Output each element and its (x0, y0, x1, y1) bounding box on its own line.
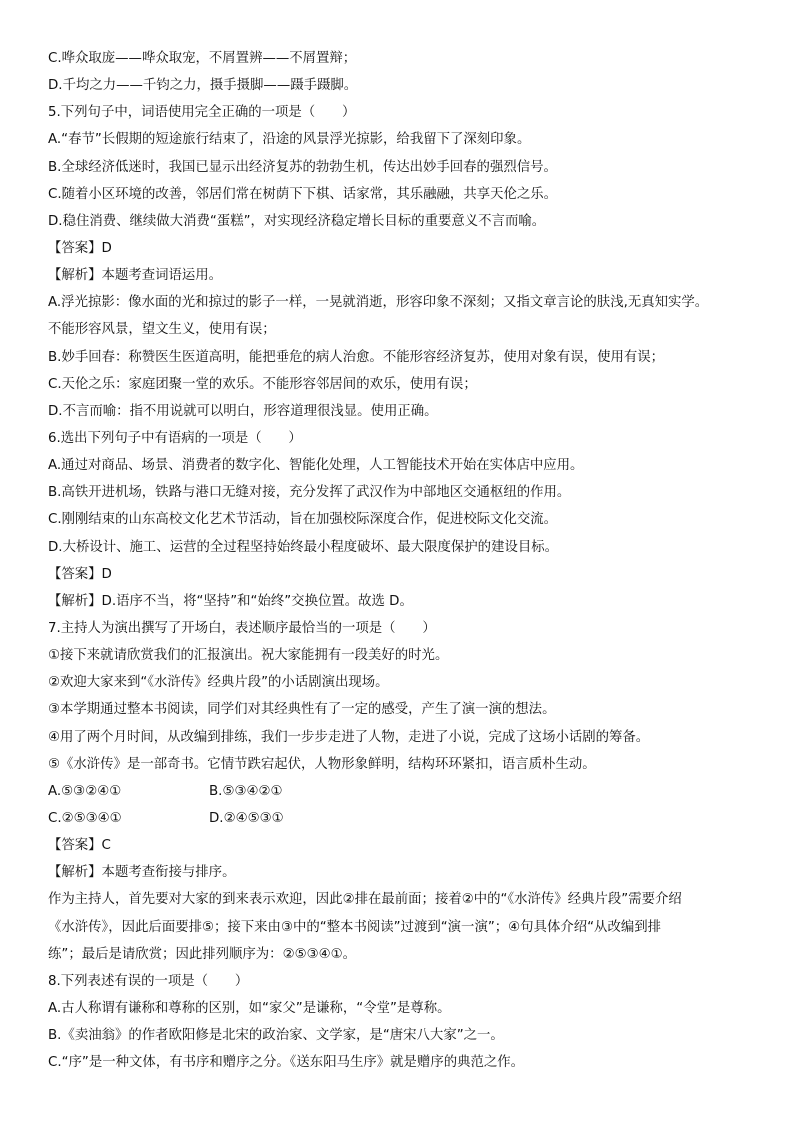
q7-option-d: D.②④⑤③① (209, 810, 284, 826)
q6-option-c: C.刚刚结束的山东高校文化艺术节活动，旨在加强校际深度合作，促进校际文化交流。 (48, 512, 558, 528)
q8-option-a: A.古人称谓有谦称和尊称的区别，如“家父”是谦称，“令堂”是尊称。 (48, 1000, 451, 1016)
q5-option-a: A.“春节”长假期的短途旅行结束了，沿途的风景浮光掠影，给我留下了深刻印象。 (48, 132, 531, 148)
q6-stem: 6.选出下列句子中有语病的一项是（ ） (48, 430, 302, 446)
q5-analysis-a-cont: 不能形容风景，望文生义，使用有误； (48, 322, 276, 338)
q7-options-row-1 (48, 778, 758, 805)
q7-sentence-4: ④用了两个月时间，从改编到排练，我们一步步走进了人物，走进了小说，完成了这场小话剧的筹备。 (48, 729, 650, 745)
q5-answer: 【答案】D (48, 240, 112, 256)
q7-answer: 【答案】C (48, 838, 111, 854)
q8-option-c: C.“序”是一种文体，有书序和赠序之分。《送东阳马生序》就是赠序的典范之作。 (48, 1055, 525, 1071)
q6-option-a: A.通过对商品、场景、消费者的数字化、智能化处理，人工智能技术开始在实体店中应用。 (48, 458, 584, 474)
q7-sentence-3: ③本学期通过整本书阅读，同学们对其经典性有了一定的感受，产生了演一演的想法。 (48, 702, 556, 718)
q7-stem: 7.主持人为演出撰写了开场白，表述顺序最恰当的一项是（ ） (48, 620, 436, 636)
q5-option-c: C.随着小区环境的改善，邻居们常在树荫下下棋、话家常，其乐融融，共享天伦之乐。 (48, 186, 558, 202)
q7-options-row-2 (48, 805, 758, 832)
q5-option-b: B.全球经济低迷时，我国已显示出经济复苏的勃勃生机，传达出妙手回春的强烈信号。 (48, 159, 557, 175)
q5-analysis-b: B.妙手回春：称赞医生医道高明，能把垂危的病人治愈。不能形容经济复苏，使用对象有误，使用有误； (48, 349, 665, 365)
q8-option-b: B.《卖油翁》的作者欧阳修是北宋的政治家、文学家，是“唐宋八大家”之一。 (48, 1028, 504, 1044)
q7-analysis-3: 练”；最后是请欣赏；因此排列顺序为：②⑤③④①。 (48, 946, 356, 962)
q7-analysis-title: 【解析】本题考查衔接与排序。 (48, 865, 236, 881)
q5-option-d: D.稳住消费、继续做大消费“蛋糕”，对实现经济稳定增长目标的重要意义不言而喻。 (48, 213, 546, 229)
q7-sentence-5: ⑤《水浒传》是一部奇书。它情节跌宕起伏，人物形象鲜明，结构环环紧扣，语言质朴生动。 (48, 756, 596, 772)
q8-stem: 8.下列表述有误的一项是（ ） (48, 973, 249, 989)
q5-analysis-a: A.浮光掠影：像水面的光和掠过的影子一样，一晃就消逝，形容印象不深刻；又指文章言论的肤浅,无真知实学。 (48, 295, 709, 311)
q6-option-b: B.高铁开进机场，铁路与港口无缝对接，充分发挥了武汉作为中部地区交通枢纽的作用。 (48, 485, 571, 501)
q7-option-c: C.②⑤③④① (48, 810, 122, 826)
q7-analysis-2: 《水浒传》，因此后面要排⑤；接下来由③中的“整本书阅读”过渡到“演一演”；④句具体介绍“从改编到排 (48, 919, 662, 935)
q5-analysis-title: 【解析】本题考查词语运用。 (48, 268, 223, 284)
q7-analysis-1: 作为主持人，首先要对大家的到来表示欢迎，因此②排在最前面；接着②中的“《水浒传》经典片段”需要介绍 (48, 892, 682, 908)
q4-option-d: D.千均之力——千钧之力，摄手摄脚——蹑手蹑脚。 (48, 78, 358, 94)
q5-stem: 5.下列句子中，词语使用完全正确的一项是（ ） (48, 105, 356, 121)
q6-option-d: D.大桥设计、施工、运营的全过程坚持始终最小程度破坏、最大限度保护的建设目标。 (48, 539, 559, 555)
q6-analysis: 【解析】D.语序不当，将“坚持”和“始终”交换位置。故选 D。 (48, 593, 413, 609)
q4-option-c: C.哗众取庞——哗众取宠，不屑置辨——不屑置辩； (48, 51, 357, 66)
document-page (48, 45, 758, 1076)
q7-option-a: A.⑤③②④① (48, 783, 122, 799)
q7-sentence-1: ①接下来就请欣赏我们的汇报演出。祝大家能拥有一段美好的时光。 (48, 648, 449, 664)
q7-option-b: B.⑤③④②① (209, 783, 283, 799)
q7-sentence-2: ②欢迎大家来到“《水浒传》经典片段”的小话剧演出现场。 (48, 675, 389, 691)
q6-answer: 【答案】D (48, 566, 112, 582)
q5-analysis-c: C.天伦之乐：家庭团聚一堂的欢乐。不能形容邻居间的欢乐，使用有误； (48, 376, 477, 392)
q5-analysis-d: D.不言而喻：指不用说就可以明白，形容道理很浅显。使用正确。 (48, 403, 438, 419)
